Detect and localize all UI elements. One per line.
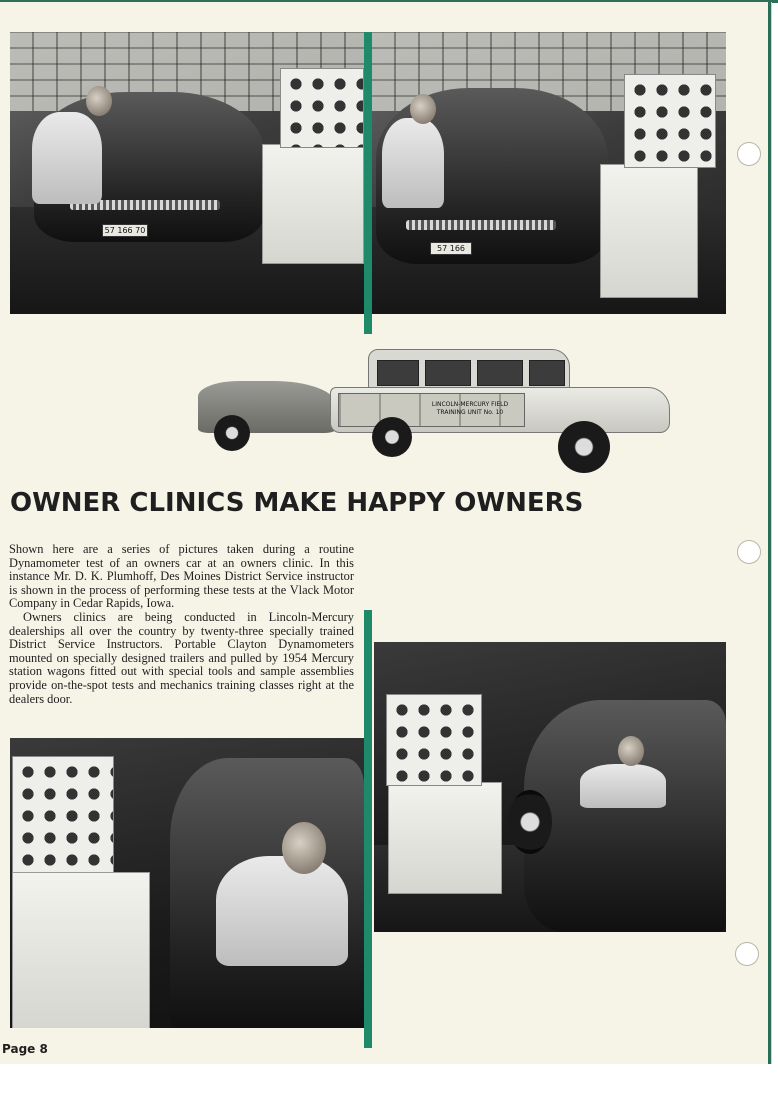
accent-stripe-bottom [364, 610, 372, 1048]
trailer-wheel [214, 415, 250, 451]
dynamometer-gauges [12, 756, 114, 878]
station-wagon [330, 347, 670, 447]
photo-engine-test-left [10, 32, 364, 314]
station-wagon-with-trailer [198, 347, 674, 482]
dynamometer-console [388, 782, 502, 894]
car-grille [406, 220, 556, 230]
wagon-rear-wheel [372, 417, 412, 457]
mechanic [32, 112, 102, 204]
photo-driver-side-test [374, 642, 726, 932]
wagon-door-lettering: LINCOLN-MERCURY FIELD TRAINING UNIT No. 10 [431, 401, 509, 416]
article-paragraph: Shown here are a series of pictures taken during a routine Dynamometer test of an owners car at an owners clinic. In this instance Mr. D. K. Plumhoff, Des Moines District Service instructor is shown in the process of performing these tests at the Vlack Motor Company in Cedar Rapids, Iowa. [9, 542, 354, 611]
driver [580, 764, 666, 808]
license-plate: 57 166 70 [102, 224, 148, 237]
mechanic-head [86, 86, 112, 116]
dynamometer-gauges [624, 74, 716, 168]
wagon-windshield [529, 360, 565, 386]
dynamometer-console [600, 164, 698, 298]
wagon-roof [368, 349, 570, 391]
dynamometer-console [12, 872, 150, 1028]
article-headline: OWNER CLINICS MAKE HAPPY OWNERS [10, 488, 584, 518]
operator-head [282, 822, 326, 874]
punch-hole [735, 942, 759, 966]
page-number: Page 8 [2, 1042, 48, 1056]
photo-operator-at-wheel [10, 738, 364, 1028]
car-wheel [508, 790, 552, 854]
magazine-page [0, 2, 771, 1064]
driver-head [618, 736, 644, 766]
wagon-front-wheel [558, 421, 610, 473]
operator [216, 856, 348, 966]
wagon-window [377, 360, 419, 386]
wagon-window [425, 360, 471, 386]
article-paragraph: Owners clinics are being conducted in Lincoln-Mercury dealerships all over the country by twenty-three specially trained District Service Instructors. Portable Clayton Dynamometers mounted on specially designed trailers and pulled by 1954 Mercury station wagons fitted out with special tools and sample assemblies provide on-the-spot tests and mechanics training classes right at the dealers door. [9, 609, 354, 706]
car-side [524, 700, 726, 932]
dynamometer-console [262, 144, 364, 264]
dynamometer-gauges [280, 68, 364, 148]
article-body [9, 543, 354, 706]
mechanic-head [410, 94, 436, 124]
dynamometer-gauges [386, 694, 482, 786]
punch-hole [737, 540, 761, 564]
wagon-window [477, 360, 523, 386]
accent-stripe-top [364, 32, 372, 334]
mechanic [382, 118, 444, 208]
photo-engine-test-right [372, 32, 726, 314]
license-plate: 57 166 70 [430, 242, 472, 255]
punch-hole [737, 142, 761, 166]
